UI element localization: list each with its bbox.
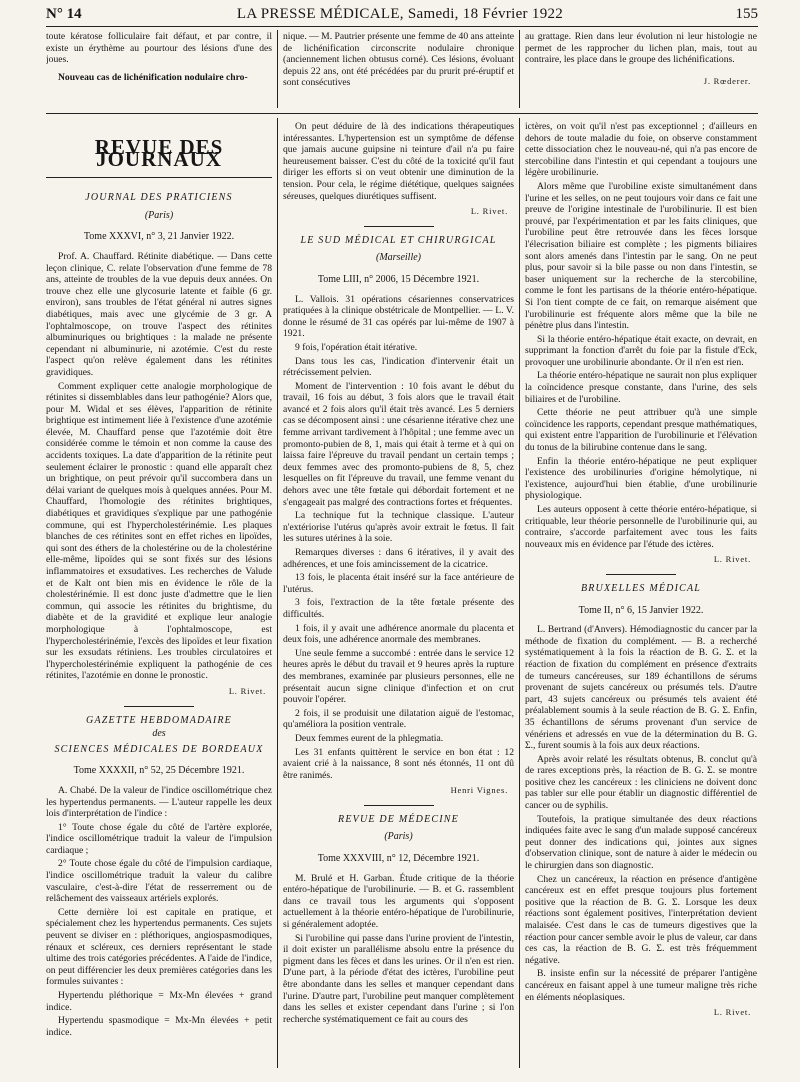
journal-issue: Tome XXXVI, n° 3, 21 Janvier 1922. [83, 231, 235, 243]
signature: L. Rivet. [228, 685, 266, 696]
divider [364, 805, 434, 806]
paragraph: Moment de l'intervention : 10 fois avant le début du travail, 16 fois au début, 3 fois alors que le travail était avancé et 2 fois alors qu'il était très avancé. Les 5 derniers cas se décomposent ainsi : une césarienne itérative chez une femme arrivant tardivement à l'hôpital ; une femme avec un promonto-pubien de 8, 1, mais qui était à terme et à qui on laissa faire l'épreuve du travail pendant un certain temps ; deux femmes avec des promonto-pubiens de 8, 5, chez lesquelles on fit l'épreuve du travail, une femme venant du dehors avec une tête fœtale qui débordait fortement et ne s'engageait pas malgré des contractions fortes et fréquentes. [283, 380, 514, 508]
journal-issue: Tome XXXVIII, n° 12, Décembre 1921. [317, 853, 480, 865]
paragraph: 1 fois, il y avait une adhérence anormale du placenta et deux fois, une adhérence anormale des membranes. [283, 622, 514, 646]
column-separator [277, 118, 278, 1068]
top-col-2 [283, 31, 514, 107]
journal-name: LE SUD MÉDICAL ET CHIRURGICAL [300, 234, 497, 246]
paragraph: Si la théorie entéro-hépatique était exacte, on devrait, en supprimant la fonction d'arrêt du foie par la fistule d'Eck, provoquer une urobilinurie abondante. Or il n'en est rien. [525, 333, 757, 368]
divider [124, 706, 194, 707]
running-title: LA PRESSE MÉDICALE, Samedi, 18 Février 1922 [236, 6, 564, 22]
journal-name-part: des [152, 728, 166, 740]
column-separator [519, 118, 520, 1068]
paragraph: Chez un cancéreux, la réaction en présence d'antigène cancéreux est en effet presque toujours plus fortement positive que la réaction de B. G. Σ. Lorsque les deux réactions sont également positives, l'interprétation devient malaisée. C'est dans le cas de tumeurs digestives que la réaction pour cancer semble avoir le plus de valeur, car dans ces cas, la réaction de B. G. Σ. est très fréquemment négative. [525, 873, 757, 966]
journal-name: REVUE DE MÉDECINE [338, 813, 459, 825]
journal-issue: Tome XXXXII, n° 52, 25 Décembre 1921. [73, 765, 245, 777]
journal-city: (Paris) [144, 209, 174, 221]
paragraph: Nouveau cas de lichénification nodulaire chro- [58, 71, 248, 83]
paragraph: au grattage. Rien dans leur évolution ni leur histologie ne permet de les rapprocher du lichen plan, mais, tout au contraire, les place dans le groupe des lichénifications. [525, 31, 757, 66]
paragraph: Dans tous les cas, l'indication d'intervenir était un rétrécissement pelvien. [283, 355, 514, 379]
journal-city: (Paris) [384, 831, 413, 843]
journal-issue: Tome LIII, n° 2006, 15 Décembre 1921. [317, 273, 480, 285]
paragraph: Les auteurs opposent à cette théorie entéro-hépatique, si critiquable, leur théorie personnelle de l'urobilinurie qui, au contraire, s'accorde parfaitement avec tous les faits nouveaux mis en évidence par l'étude des ictères. [525, 504, 757, 550]
header-rule [46, 26, 758, 27]
paragraph: M. Brulé et H. Garban. Étude critique de la théorie entéro-hépatique de l'urobilinurie. — B. et G. rassemblent dans ce travail tous les arguments qui s'opposent actuellement à la théorie entéro-hépatique de l'urobilinurie, si généralement adoptée. [283, 872, 514, 931]
journal-name: BRUXELLES MÉDICAL [580, 582, 702, 594]
paragraph: ictères, on voit qu'il n'est pas exceptionnel ; d'ailleurs en dehors de toute maladie du foie, on observe constamment cette dissociation chez le nouveau-né, qui n'a pas encore de stercobiline dans l'intestin et qui cependant a toujours une légère urobilinurie. [525, 121, 757, 179]
section-title: REVUE DES JOURNAUX [94, 140, 224, 171]
paragraph: 3 fois, l'extraction de la tête fœtale présente des difficultés. [283, 597, 514, 620]
paragraph: Deux femmes eurent de la phlegmatia. [295, 732, 444, 744]
signature: L. Rivet. [713, 1007, 751, 1018]
paragraph: Alors même que l'urobiline existe simultanément dans l'urine et les selles, on ne peut toujours voir dans ce fait une preuve de l'origine intestinale de l'urobilinurie. Il est bien prouvé, par l'expérimentation et par les faits cliniques, que l'urobiline peut être retrouvée dans les fèces lorsque l'élecrisation biliaire est complète ; les pigments biliaires sont alors amenés dans l'intestin par le sang. On ne peut plus, pour savoir si la bile passe ou non dans l'intestin, se baser uniquement sur la recherche de la stercobiline, comme le font les partisans de la théorie entéro-hépatique. Si l'on tient compte de ce fait, on remarque aisément que l'urobilinurie est fréquente alors même que la bile ne pénètre plus dans l'intestin. [525, 180, 757, 332]
paragraph: La théorie entéro-hépatique ne saurait non plus expliquer la coïncidence presque constante, dans l'urine, des sels biliaires et de l'urobiline. [525, 370, 757, 405]
paragraph: 2 fois, il se produisit une dilatation aiguë de l'estomac, qu'améliora la position ventrale. [283, 707, 514, 731]
column-separator [519, 30, 520, 108]
journal-name: GAZETTE HEBDOMADAIRE [86, 714, 232, 726]
paragraph: Remarques diverses : dans 6 itératives, il y avait des adhérences, et une fois amincissement de la cicatrice. [283, 547, 514, 570]
journal-issue: Tome II, n° 6, 15 Janvier 1922. [578, 604, 704, 616]
journal-city: (Marseille) [376, 252, 421, 264]
paragraph: Les 31 enfants quittèrent le service en bon état : 12 avaient crié à la naissance, 8 sont nés étonnés, 11 ont dû être ranimés. [283, 746, 514, 781]
column-separator [277, 30, 278, 108]
paragraph: Cette dernière loi est capitale en pratique, et spécialement chez les hypertendus permanents. Ces sujets peuvent se diviser en : pléthoriques, angiospasmodiques, rénaux et scléreux, ces derniers représentant le stade ultime des trois catégories précédentes. A l'aide de l'indice, on peut différencier les deux premières catégories dans les formules suivantes : [46, 906, 272, 988]
paragraph: Enfin la théorie entéro-hépatique ne peut expliquer l'existence des urobilinuries d'origine hémolytique, ni l'existence, aujourd'hui bien établie, d'une urobilinurie physiologique. [525, 455, 757, 502]
paragraph: Toutefois, la pratique simultanée des deux réactions indiquées faite avec le sang d'un malade supposé cancéreux peut donner des indications qui, jointes aux signes d'observation clinique, sont de nature à aider le médecin ou le chirurgien dans son diagnostic. [525, 813, 757, 872]
paragraph: A. Chabé. De la valeur de l'indice oscillométrique chez les hypertendus permanents. — L'auteur rappelle les deux lois d'interprétation de l'indice : [46, 784, 272, 820]
column-3 [525, 121, 757, 1076]
signature: Henri Vignes. [450, 785, 508, 796]
divider [364, 226, 434, 227]
paragraph: Cette théorie ne peut attribuer qu'à une simple coïncidence les rapports, cependant presque mathématiques, qui existent entre l'apparition de l'urobilinurie et l'élévation du tonus de la bilirubine contenue dans le sang. [525, 407, 757, 454]
paragraph: Hypertendu spasmodique = Mx-Mn élevées + petit indice. [46, 1015, 272, 1038]
paragraph: B. insiste enfin sur la nécessité de préparer l'antigène cancéreux en faisant appel à une tumeur maligne très riche en éléments néoplasiques. [525, 968, 757, 1003]
paragraph: La technique fut la technique classique. L'auteur n'extériorise l'utérus qu'après avoir extrait le fœtus. Il fait les sutures utérines à la soie. [283, 510, 514, 545]
issue-number: N° 14 [46, 6, 82, 22]
signature: L. Rivet. [470, 206, 508, 217]
top-col-3 [525, 31, 757, 107]
paragraph: 1° Toute chose égale du côté de l'artère explorée, l'indice oscillométrique traduit la valeur de l'impulsion cardiaque ; [46, 821, 272, 856]
column-1 [46, 140, 272, 1075]
title-rule [46, 177, 272, 178]
divider [606, 574, 676, 575]
paragraph: Prof. A. Chauffard. Rétinite diabétique. — Dans cette leçon clinique, C. relate l'observation d'une femme de 78 ans, atteinte de troubles de la vue depuis deux années. On trouve chez elle une glycosurie latente et faible (6 gr. environ), sans troubles de l'état général ni autres signes diabétiques, mais avec une glycémie de 3 gr. A l'ophtalmoscope, on trouve l'aspect des rétinites albuminuriques ou brightiques : la malade ne présente cependant ni albuminurie, ni azotémie. C'est du reste l'aspect qu'on relève également dans les rétinites gravidiques. [46, 250, 272, 378]
paragraph: 9 fois, l'opération était itérative. [295, 341, 418, 353]
paragraph: 2° Toute chose égale du côté de l'impulsion cardiaque, l'indice oscillométrique traduit la valeur du calibre vasculaire, c'est-à-dire l'état de resserrement ou de relâchement des vaisseaux artériels explorés. [46, 858, 272, 905]
column-2 [283, 121, 514, 1076]
page-number: 155 [735, 6, 758, 22]
journal-name: SCIENCES MÉDICALES DE BORDEAUX [54, 743, 264, 755]
journal-name: JOURNAL DES PRATICIENS [85, 192, 233, 204]
top-col-1 [46, 31, 272, 107]
section-rule [46, 113, 758, 114]
paragraph: On peut déduire de là des indications thérapeutiques intéressantes. L'hypertension est un symptôme de défense que jamais aucune guipsine ni teinture d'ail n'a pu faire heureusement baisser. C'est du côté de la toxicité qu'il faut diriger les efforts si on veut obtenir une diminution de la tension. Pour cela, le régime diététique, quelques saignées séreuses, quelques diurétiques suffisent. [283, 121, 514, 202]
paragraph: Après avoir relaté les résultats obtenus, B. conclut qu'à de rares exceptions près, la réaction de B. G. Σ. se montre positive chez les cancéreux : les cliniciens ne doivent donc pas tabler sur elle pour établir un diagnostic différentiel de cancer ou de syphilis. [525, 753, 757, 812]
paragraph: Hypertendu pléthorique = Mx-Mn élevées + grand indice. [46, 990, 272, 1013]
signature: L. Rivet. [713, 554, 751, 565]
paragraph: 13 fois, le placenta était inséré sur la face antérieure de l'utérus. [283, 572, 514, 595]
paragraph: Comment expliquer cette analogie morphologique de rétinites si dissemblables dans leur pathogénie? Alors que, pour M. Widal et ses élèves, l'apparition de rétinite brightique est intimement liée à l'existence d'une azotémie élevée, M. Chauffard pense que l'azotémie doit être considérée comme le témoin et non comme la cause des accidents toxiques. La date d'apparition de la rétinite peut seulement éclairer le pronostic : quand elle apparaît chez un brightique, on peut prévoir qu'il succombera dans un délai variant de quelques mois à quelques années. Pour M. Chauffard, l'homologie des rétinites brightiques, diabétiques et gravidiques s'explique par une pathogénie commune, qui est l'hypercholestérinémie. Les plaques blanches de ces rétinites sont en effet riches en lipoïdes, qui sont des éthers de la cholestérine ou de la cholestérine elle-même, lipoïdes qui se sont fixés sur des lésions inflammatoires et exsudatives. Les recherches de Valude et de Kalt ont bien mis en évidence le rôle de la cholestérinémie. Il est donc juste d'admettre que le lien commun, qui associe les rétinites du brightisme, du diabète et de la gravidité et explique leur analogie morphologique à l'ophtalmoscope, est l'hypercholestérinémie, l'excès des lipoïdes et leur fixation sur les exsudats rétiniens. Les troubles circulatoires et l'hypercholestérinémie expliquent la pathogénie de ces rétinites, l'azotémie en donne le pronostic. [46, 380, 272, 682]
paragraph: Si l'urobiline qui passe dans l'urine provient de l'intestin, il doit exister un parallélisme absolu entre la présence du pigment dans les fèces et dans les urines. Or il n'en est rien. D'une part, à la période d'état des ictères, l'urobiline peut être abondante dans les selles et manquer cependant dans l'urine. D'autre part, l'urobiline peut manquer complètement dans les selles et exister cependant dans l'urine ; si l'on recherche systématiquement ce fait au cours des [283, 932, 514, 1025]
paragraph: Une seule femme a succombé : entrée dans le service 12 heures après le début du travail et 9 heures après la rupture des membranes, examinée par plusieurs personnes, elle ne présentait aucun signe clinique d'infection et on crut pouvoir l'opérer. [283, 647, 514, 706]
paragraph: L. Vallois. 31 opérations césariennes conservatrices pratiquées à la clinique obstétricale de Montpellier. — L. V. donne le résumé de 31 cas opérés par lui-même de 1907 à 1921. [283, 293, 514, 340]
paragraph: nique. — M. Pautrier présente une femme de 40 ans atteinte de lichénification circonscrite nodulaire chronique (anciennement lichen obtusus corné). Ces lésions, évoluant depuis 22 ans, ont été précédées par du prurit pré-éruptif et sont consécutives [283, 31, 514, 89]
paragraph: L. Bertrand (d'Anvers). Hémodiagnostic du cancer par la méthode de fixation du complément. — B. a recherché systématiquement à la fois la réaction de B. G. Σ. et la réaction de fixation du complément en présence d'extraits de tumeurs cancéreuses, sur 189 échantillons de sérums provenant de sujets cancéreux ou présumés tels. D'autre part, 43 sujets cancéreux ou présumés tels avaient été préalablement soumis à la seule réaction de B. G. Σ. Enfin, 35 échantillons de sérums provenant d'un service de vénériens et adressés en vue de la détermination du B. G. Σ., furent soumis à la fois aux deux réactions. [525, 624, 757, 752]
signature: J. Rœderer. [703, 75, 751, 86]
paragraph: toute kératose folliculaire fait défaut, et par contre, il existe un érythème au pourtour des lésions d'une des joues. [46, 31, 272, 66]
